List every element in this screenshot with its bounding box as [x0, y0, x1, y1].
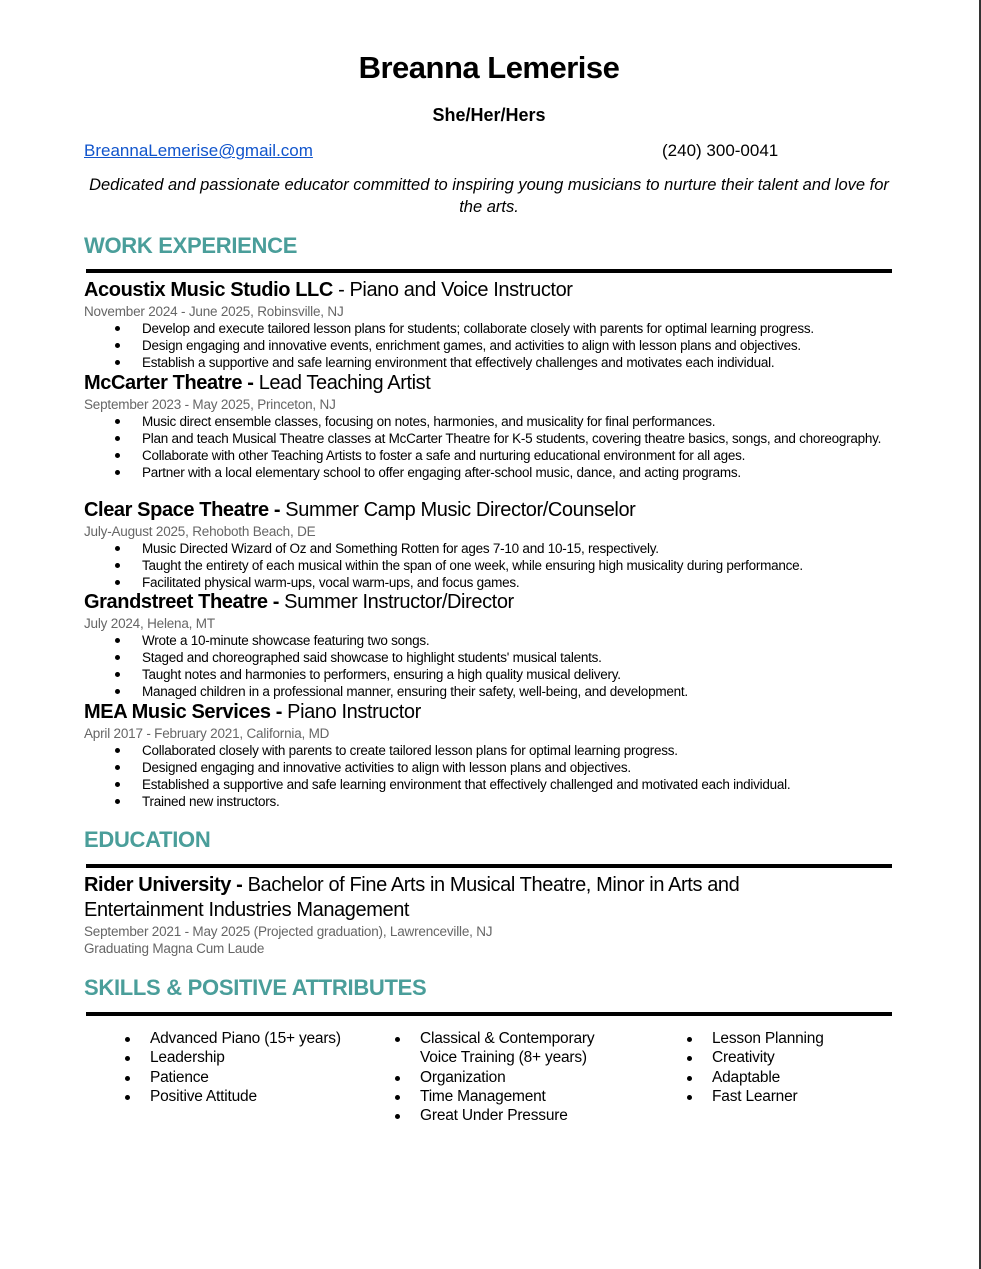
skills-column-3: [712, 1029, 892, 1106]
job-bullet: Trained new instructors.: [142, 793, 894, 810]
skill-item: Patience: [150, 1068, 370, 1087]
education-honors: Graduating Magna Cum Laude: [84, 941, 265, 956]
education-entry: [84, 873, 894, 957]
job-bullet: Plan and teach Musical Theatre classes at McCarter Theatre for K-5 students, covering theatre basics, songs, and choreography.: [142, 430, 894, 447]
job-bullet: Collaborated closely with parents to create tailored lesson plans for optimal learning progress.: [142, 742, 894, 759]
skill-item: Creativity: [712, 1048, 892, 1067]
skills-column-1: [150, 1029, 370, 1106]
section-heading-work: WORK EXPERIENCE: [84, 233, 298, 258]
school-name: Rider University -: [84, 874, 243, 896]
job-entry: [84, 371, 894, 481]
job-title: - Piano and Voice Instructor: [332, 279, 573, 301]
candidate-name: Breanna Lemerise: [358, 50, 620, 85]
skill-item: Advanced Piano (15+ years): [150, 1029, 370, 1048]
job-title: Lead Teaching Artist: [253, 372, 431, 394]
job-dates-location: July-August 2025, Rehoboth Beach, DE: [84, 524, 316, 539]
skill-item: Leadership: [150, 1048, 370, 1067]
job-bullet: Collaborate with other Teaching Artists to foster a safe and nurturing educational environment for all ages.: [142, 447, 894, 464]
email-link[interactable]: BreannaLemerise@gmail.com: [84, 141, 313, 160]
job-bullet: Music Directed Wizard of Oz and Something Rotten for ages 7-10 and 10-15, respectively.: [142, 540, 894, 557]
section-heading-education: EDUCATION: [84, 827, 211, 852]
employer: MEA Music Services -: [84, 701, 283, 723]
skill-item: Fast Learner: [712, 1087, 892, 1106]
job-entry: [84, 590, 894, 700]
job-bullet: Managed children in a professional manner, ensuring their safety, well-being, and development.: [142, 683, 894, 700]
skill-item: Adaptable: [712, 1068, 892, 1087]
job-dates-location: September 2023 - May 2025, Princeton, NJ: [84, 397, 336, 412]
job-bullet: Design engaging and innovative events, enrichment games, and activities to align with lesson plans and objectives.: [142, 337, 894, 354]
employer: Grandstreet Theatre -: [84, 591, 279, 613]
job-dates-location: November 2024 - June 2025, Robinsville, NJ: [84, 304, 344, 319]
job-entry: [84, 498, 894, 591]
job-bullet: Staged and choreographed said showcase to highlight students' musical talents.: [142, 649, 894, 666]
job-dates-location: July 2024, Helena, MT: [84, 616, 215, 631]
job-entry: [84, 700, 894, 810]
education-dates: September 2021 - May 2025 (Projected graduation), Lawrenceville, NJ: [84, 924, 493, 939]
section-heading-skills: SKILLS & POSITIVE ATTRIBUTES: [84, 975, 427, 1000]
pronouns: She/Her/Hers: [432, 105, 546, 125]
job-dates-location: April 2017 - February 2021, California, MD: [84, 726, 330, 741]
skill-item: Time Management: [420, 1087, 620, 1106]
job-title: Summer Instructor/Director: [279, 591, 514, 613]
job-bullet: Taught the entirety of each musical within the span of one week, while ensuring high musicality during performance.: [142, 557, 894, 574]
skill-item: Organization: [420, 1068, 620, 1087]
job-bullet: Music direct ensemble classes, focusing on notes, harmonies, and musicality for final performances.: [142, 413, 894, 430]
job-bullet: Designed engaging and innovative activities to align with lesson plans and objectives.: [142, 759, 894, 776]
job-bullet: Taught notes and harmonies to performers, ensuring a high quality musical delivery.: [142, 666, 894, 683]
section-divider: [86, 269, 892, 273]
job-bullet: Establish a supportive and safe learning environment that effectively challenges and motivates each individual.: [142, 354, 894, 371]
job-entry: [84, 278, 894, 371]
job-bullet: Partner with a local elementary school to offer engaging after-school music, dance, and acting programs.: [142, 464, 894, 481]
phone-number: (240) 300-0041: [662, 141, 779, 160]
employer: Clear Space Theatre -: [84, 499, 281, 521]
job-bullet: Develop and execute tailored lesson plans for students; collaborate closely with parents for optimal learning progress.: [142, 320, 894, 337]
skill-item: Positive Attitude: [150, 1087, 370, 1106]
job-title: Summer Camp Music Director/Counselor: [280, 499, 636, 521]
job-bullet: Established a supportive and safe learning environment that effectively challenged and motivated each individual.: [142, 776, 894, 793]
skill-item: Classical & Contemporary Voice Training (8+ years): [420, 1029, 620, 1068]
employer: Acoustix Music Studio LLC: [84, 279, 333, 301]
job-bullet: Wrote a 10-minute showcase featuring two songs.: [142, 632, 894, 649]
employer: McCarter Theatre -: [84, 372, 254, 394]
job-bullet: Facilitated physical warm-ups, vocal warm-ups, and focus games.: [142, 574, 894, 591]
skill-item: Lesson Planning: [712, 1029, 892, 1048]
skill-item: Great Under Pressure: [420, 1106, 620, 1125]
section-divider: [86, 1012, 892, 1016]
skills-column-2: [420, 1029, 620, 1125]
tagline: Dedicated and passionate educator committed to inspiring young musicians to nurture their talent and love for the arts.: [89, 176, 889, 216]
degree: Bachelor of Fine Arts in Musical Theatre, Minor in Arts and Entertainment Industries Management: [84, 874, 740, 921]
section-divider: [86, 864, 892, 868]
job-title: Piano Instructor: [282, 701, 421, 723]
